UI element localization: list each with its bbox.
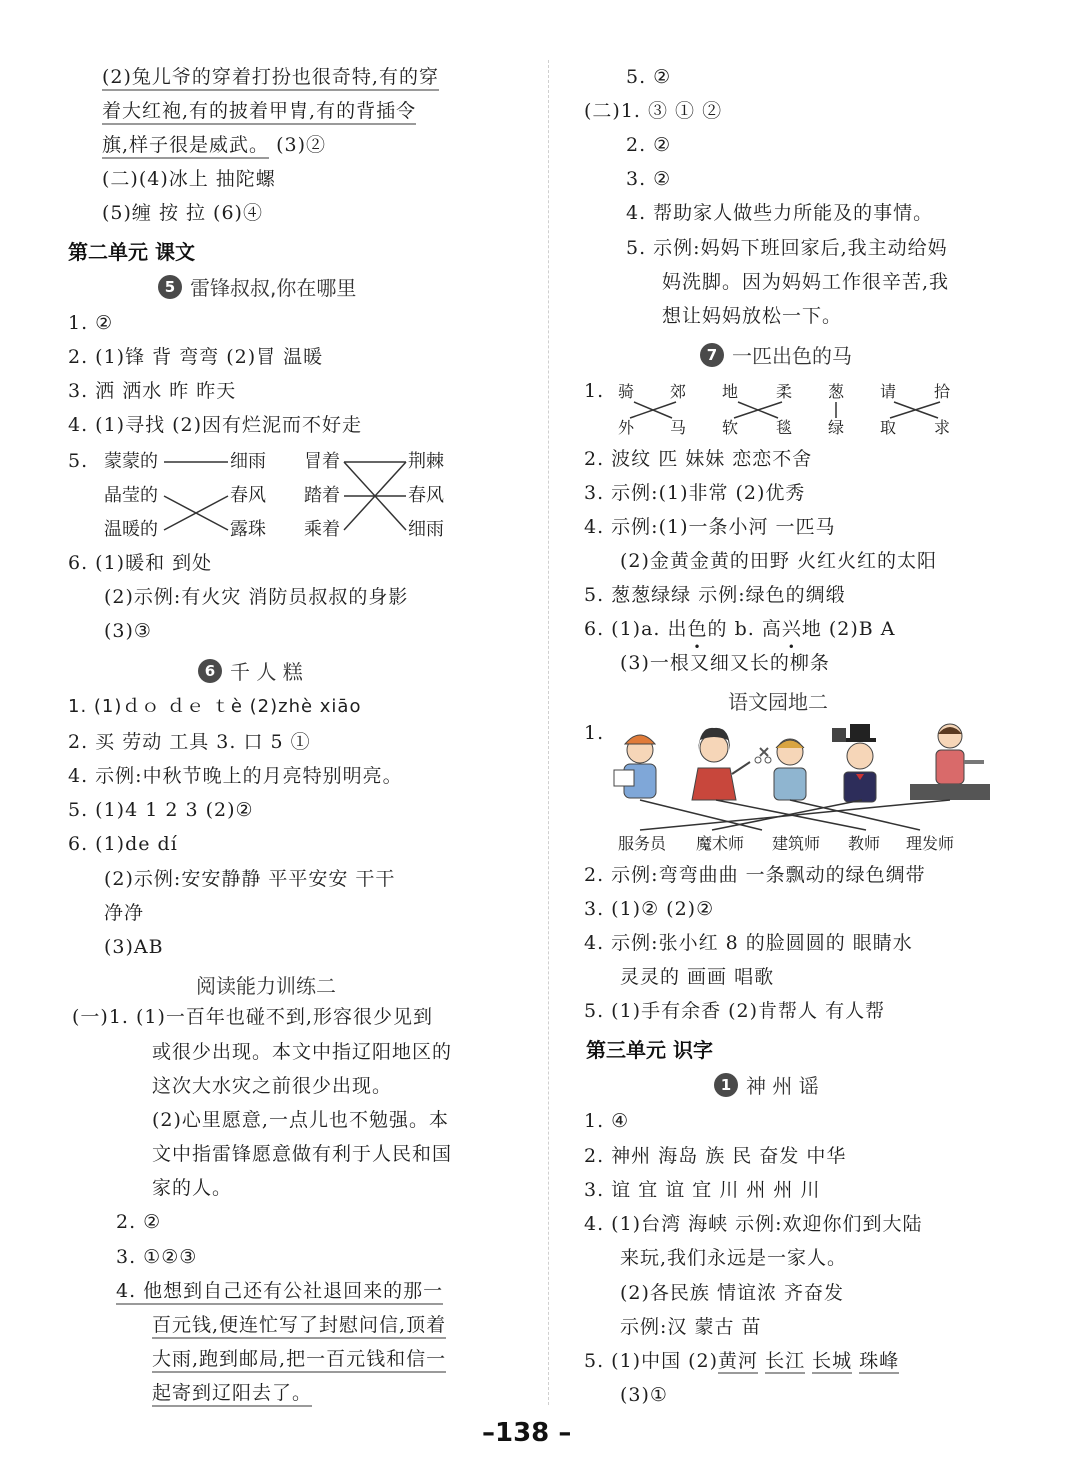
answer-line: 3. ② (626, 168, 672, 190)
match-char: 请 (880, 382, 897, 401)
answer-line: 来玩,我们永远是一家人。 (620, 1247, 848, 1269)
answer-line: 或很少出现。本文中指辽阳地区的 (152, 1041, 453, 1063)
answer-line: 灵灵的 画画 唱歌 (620, 966, 775, 988)
match-char: 外 (618, 418, 635, 437)
answer-line: 1. ④ (584, 1110, 630, 1132)
match-char: 马 (670, 418, 687, 437)
answer-line: 4. (1)寻找 (2)因有烂泥而不好走 (68, 414, 363, 436)
match-char: 绿 (828, 418, 845, 437)
answer-line: 1. ② (68, 312, 114, 334)
job-label: 建筑师 (772, 834, 821, 853)
lesson-heading (714, 1070, 819, 1099)
answer-line: 6. (1)暖和 到处 (68, 552, 213, 574)
answer-line: (3)一根又细又长的柳条 (620, 652, 830, 674)
match-word: 踏着 (304, 485, 340, 506)
section-title: 阅读能力训练二 (196, 974, 336, 998)
answer-line: 5. ② (626, 66, 672, 88)
match-word: 细雨 (408, 519, 444, 540)
lesson-title: 雷锋叔叔,你在哪里 (190, 276, 357, 300)
answer-line: 4. 示例:张小红 8 的脸圆圆的 眼睛水 (584, 932, 913, 954)
match-char: 软 (722, 418, 739, 437)
answer-line: 示例:汉 蒙古 苗 (620, 1316, 762, 1338)
answer-line: 2. ② (116, 1211, 162, 1233)
lesson-number-badge: 7 (700, 343, 724, 367)
answer-line: 2. ② (626, 134, 672, 156)
match-word: 冒着 (304, 451, 340, 472)
answer-line: 这次大水灾之前很少出现。 (152, 1075, 393, 1097)
answer-line: 2. 神州 海岛 族 民 奋发 中华 (584, 1145, 847, 1167)
answer-line: 大雨,跑到邮局,把一百元钱和信一 (152, 1346, 446, 1372)
match-char: 郊 (670, 382, 687, 401)
match-word: 春风 (230, 485, 266, 506)
answer-line: (2)金黄金黄的田野 火红火红的太阳 (620, 550, 937, 572)
job-label: 教师 (848, 834, 881, 853)
answer-line: 妈洗脚。因为妈妈工作很辛苦,我 (662, 271, 950, 293)
answer-line: 百元钱,便连忙写了封慰问信,顶着 (152, 1312, 446, 1338)
match-word: 春风 (408, 485, 444, 506)
match-word: 荆棘 (408, 451, 444, 472)
lesson-title: 神 州 谣 (746, 1074, 819, 1098)
answer-line: 4. (1)台湾 海峡 示例:欢迎你们到大陆 (584, 1213, 923, 1235)
match-char: 拾 (934, 382, 951, 401)
match-char: 取 (880, 418, 897, 437)
page-number: –138 – (482, 1418, 572, 1448)
answer-line: (2)示例:安安静静 平平安安 干干 (104, 868, 396, 890)
answer-line: (3)① (620, 1384, 668, 1406)
answer-line: (2)兔儿爷的穿着打扮也很奇特,有的穿 (102, 64, 439, 90)
lesson-title: 一匹出色的马 (732, 344, 852, 368)
match-char: 毯 (776, 418, 793, 437)
answer-line: 5. 示例:妈妈下班回家后,我主动给妈 (626, 237, 948, 259)
job-label: 服务员 (618, 834, 667, 853)
unit-title: 第三单元 识字 (586, 1038, 713, 1062)
answer-line: 净净 (104, 902, 145, 924)
answer-line: 2. 波纹 匹 妹妹 恋恋不舍 (584, 448, 813, 470)
question-number: 1. (584, 722, 605, 744)
unit-title: 第二单元 课文 (68, 240, 195, 264)
answer-line: 文中指雷锋愿意做有利于人民和国 (152, 1143, 453, 1165)
match-char: 柔 (776, 382, 793, 401)
job-label: 理发师 (906, 834, 955, 853)
match-word: 乘着 (304, 519, 340, 540)
section-title: 语文园地二 (728, 690, 828, 714)
answer-line: 3. ①②③ (116, 1246, 198, 1268)
answer-line: 2. 买 劳动 工具 3. 口 5 ① (68, 731, 311, 753)
answer-line: 想让妈妈放松一下。 (662, 305, 843, 327)
answer-line: 2. (1)锋 背 弯弯 (2)冒 温暖 (68, 346, 324, 368)
question-number: 5. (68, 450, 89, 472)
match-word: 温暖的 (104, 519, 158, 540)
lesson-number-badge: 6 (198, 659, 222, 683)
answer-line: (二)1. ③ ① ② (584, 100, 723, 122)
answer-line: 3. 示例:(1)非常 (2)优秀 (584, 482, 806, 504)
answer-line: 3. 洒 洒水 昨 昨天 (68, 380, 237, 402)
match-char: 骑 (618, 382, 635, 401)
answer-line: 5. (1)手有余香 (2)肯帮人 有人帮 (584, 1000, 886, 1022)
job-label: 魔术师 (696, 834, 745, 853)
answer-line: 5. (1)4 1 2 3 (2)② (68, 799, 254, 821)
answer-line: 1. (1)ｄｏ ｄｅ ｔè (2)zhè xiāo (68, 696, 362, 717)
answer-line: 4. 示例:中秋节晚上的月亮特别明亮。 (68, 765, 403, 787)
answer-line: 起寄到辽阳去了。 (152, 1380, 312, 1406)
answer-line: (5)缠 按 拉 (6)④ (102, 202, 263, 224)
answer-line: 5. (1)中国 (2)黄河 长江 长城 珠峰 (584, 1350, 900, 1372)
answer-line: (一)1. (1)一百年也碰不到,形容很少见到 (72, 1006, 433, 1028)
answer-line: 3. 谊 宜 谊 宜 川 州 州 川 (584, 1179, 821, 1201)
answer-line: (3)③ (104, 620, 152, 642)
answer-line: 4. 示例:(1)一条小河 一匹马 (584, 516, 836, 538)
answer-line: 4. 他想到自己还有公社退回来的那一 (116, 1278, 443, 1304)
lesson-number-badge: 5 (158, 275, 182, 299)
lesson-title: 千 人 糕 (230, 660, 303, 684)
match-line (712, 800, 862, 830)
match-line (640, 800, 762, 830)
answer-line: (2)心里愿意,一点儿也不勉强。本 (152, 1109, 449, 1131)
answer-line: 4. 帮助家人做些力所能及的事情。 (626, 202, 934, 224)
answer-line: 6. (1)a. 出色的 b. 高兴地 (2)B A (584, 618, 896, 640)
question-number: 1. (584, 380, 605, 402)
answer-line: 6. (1)de dí (68, 833, 178, 855)
answer-line: (3)AB (104, 936, 164, 958)
answer-line: 3. (1)② (2)② (584, 898, 715, 920)
match-char: 地 (722, 382, 739, 401)
answer-line: (2)示例:有火灾 消防员叔叔的身影 (104, 586, 409, 608)
match-char: 葱 (828, 382, 845, 401)
answer-line: 家的人。 (152, 1177, 233, 1199)
match-word: 露珠 (230, 519, 266, 540)
match-char: 求 (934, 418, 951, 437)
lesson-number-badge: 1 (714, 1073, 738, 1097)
answer-line: 着大红袍,有的披着甲胄,有的背插令 (102, 98, 416, 124)
answer-line: (二)(4)冰上 抽陀螺 (102, 168, 276, 190)
answer-line: 5. 葱葱绿绿 示例:绿色的绸缎 (584, 584, 846, 606)
answer-line: (2)各民族 情谊浓 齐奋发 (620, 1282, 844, 1304)
match-word: 细雨 (230, 451, 266, 472)
answer-line: 旗,样子很是威武。 (3)② (102, 132, 326, 158)
match-word: 蒙蒙的 (104, 451, 158, 472)
answer-line: 2. 示例:弯弯曲曲 一条飘动的绿色绸带 (584, 864, 926, 886)
match-word: 晶莹的 (104, 485, 158, 506)
